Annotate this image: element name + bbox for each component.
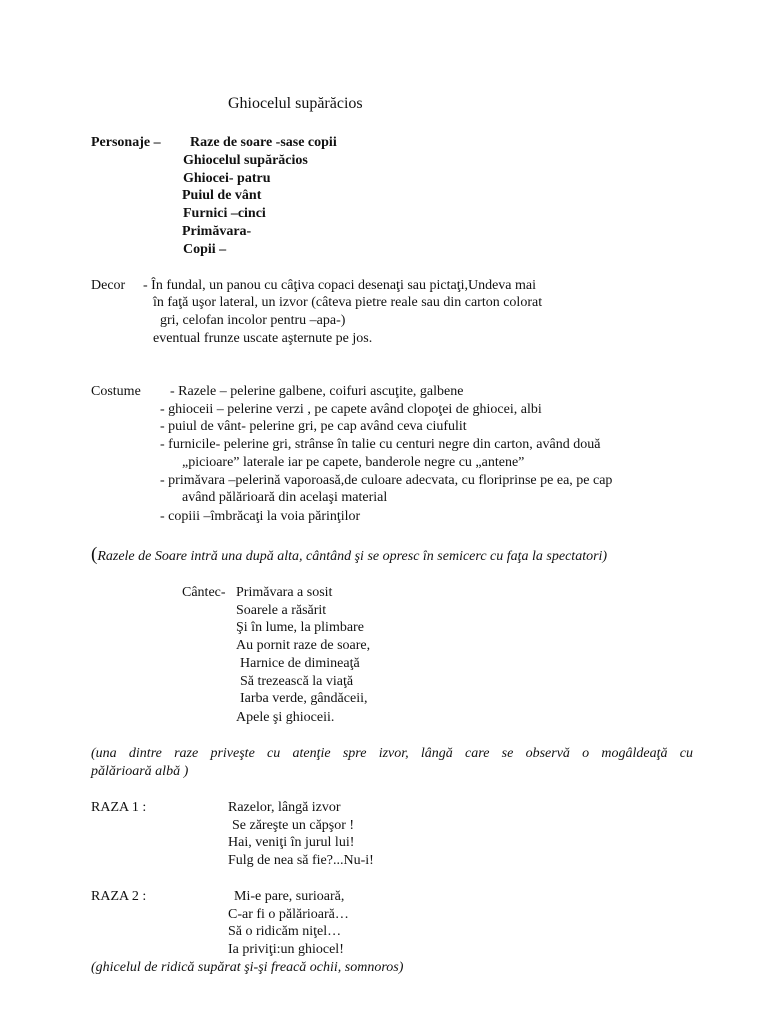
costume-item-continued: având pălărioară din acelaşi material [182, 490, 388, 505]
decor-line: gri, celofan incolor pentru –apa-) [160, 313, 346, 328]
document-title: Ghiocelul supărăcios [228, 95, 363, 112]
dialogue-line: Ia priviţi:un ghiocel! [228, 942, 344, 957]
dialogue-line: Hai, veniţi în jurul lui! [228, 835, 355, 850]
costume-label: Costume [91, 384, 141, 399]
stage-direction: (una dintre raze priveşte cu atenţie spre izvor, lângă care se observă o mogâldeaţă cu [91, 746, 693, 761]
dialogue-line: Să o ridicăm niţel… [228, 924, 342, 939]
decor-label: Decor [91, 278, 126, 293]
song-line: Soarele a răsărit [236, 603, 327, 618]
dialogue-line: Se zăreşte un căpşor ! [232, 818, 355, 833]
song-line: Au pornit raze de soare, [236, 638, 371, 653]
stage-direction-text: Razele de Soare intră una după alta, cântând şi se opresc în semicerc cu faţa la spectatori) [97, 549, 608, 564]
song-line: Să trezească la viaţă [240, 674, 354, 689]
decor-line: în faţă uşor lateral, un izvor (câteva pietre reale sau din carton colorat [153, 295, 543, 310]
stage-direction [91, 546, 607, 566]
dialogue-line: Fulg de nea să fie?...Nu-i! [228, 853, 374, 868]
character-ghiocei: Ghiocei- patru [183, 171, 271, 186]
character-primavara: Primăvara- [182, 224, 252, 239]
song-line: Harnice de dimineaţă [240, 656, 360, 671]
dialogue-line: C-ar fi o pălărioară… [228, 907, 349, 922]
character-puiul-de-vant: Puiul de vânt [182, 188, 262, 203]
costume-item: - furnicile- pelerine gri, strânse în talie cu centuri negre din carton, având două [160, 437, 601, 452]
costume-item-continued: „picioare” laterale iar pe capete, banderole negre cu „antene” [182, 455, 525, 470]
song-line: Şi în lume, la plimbare [236, 620, 364, 635]
stage-direction: (ghicelul de ridică supărat şi-şi freacă ochii, somnoros) [91, 960, 404, 975]
song-line: Primăvara a sosit [236, 585, 333, 600]
costume-item: - primăvara –pelerină vaporoasă,de culoare adecvata, cu floriprinse pe ea, pe cap [160, 473, 613, 488]
character-raze-de-soare: Raze de soare -sase copii [190, 135, 337, 150]
dialogue-line: Razelor, lângă izvor [228, 800, 341, 815]
decor-line: - În fundal, un panou cu câţiva copaci desenaţi sau pictaţi,Undeva mai [143, 278, 537, 293]
song-line: Apele şi ghiocеii. [236, 710, 335, 725]
decor-line: eventual frunze uscate aşternute pe jos. [153, 331, 373, 346]
song-line: Iarba verde, gândăceii, [240, 691, 368, 706]
costume-item: - puiul de vânt- pelerine gri, pe cap având ceva ciufulit [160, 419, 467, 434]
character-copii: Copii – [183, 242, 227, 257]
costume-item: - ghioceii – pelerine verzi , pe capete având clopoţei de ghiocei, albi [160, 402, 542, 417]
stage-direction-continued: pălărioară albă ) [91, 764, 189, 779]
open-paren: ( [91, 544, 98, 565]
costume-item: - copiii –îmbrăcaţi la voia părinţilor [160, 509, 361, 524]
song-label: Cântec- [182, 585, 226, 600]
raza-1-label: RAZA 1 : [91, 800, 147, 815]
personaje-label: Personaje – [91, 135, 161, 150]
raza-2-label: RAZA 2 : [91, 889, 147, 904]
character-ghiocelul: Ghiocelul supărăcios [183, 153, 308, 168]
dialogue-line: Mi-e pare, surioară, [234, 889, 345, 904]
costume-item: - Razele – pelerine galbene, coifuri ascuţite, galbene [170, 384, 464, 399]
character-furnici: Furnici –cinci [183, 206, 266, 221]
